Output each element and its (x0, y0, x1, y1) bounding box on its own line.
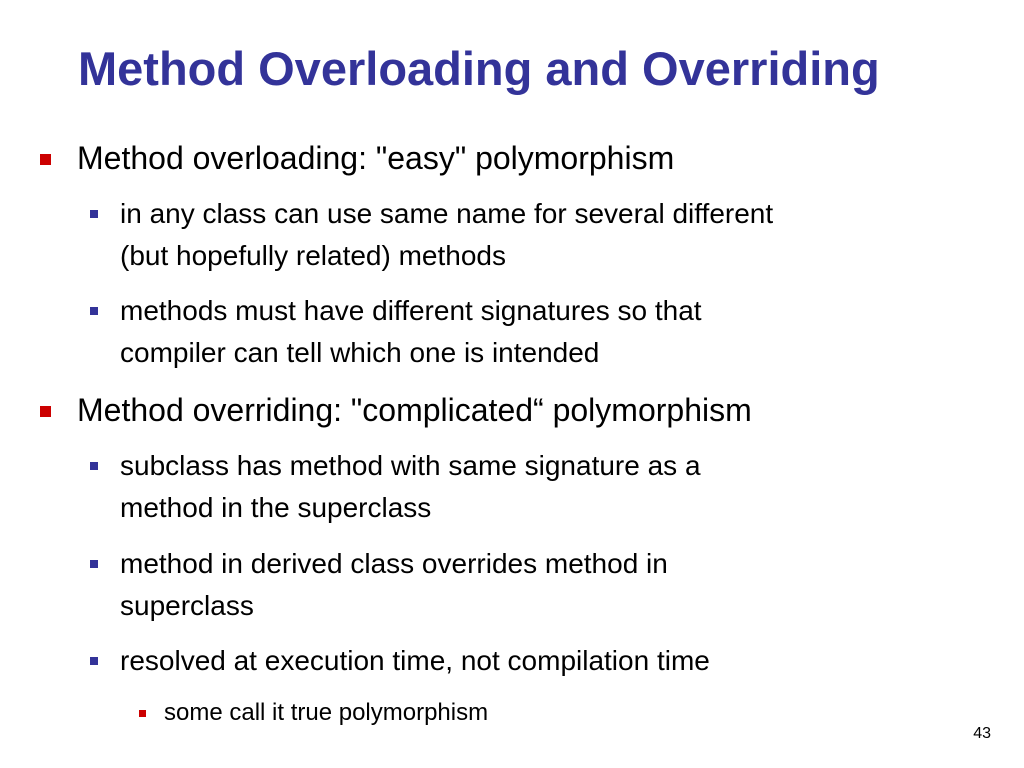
sub-bullet-line: (but hopefully related) methods (120, 240, 506, 271)
bullet-text: Method overriding: "complicated“ polymorphism (77, 392, 752, 428)
sub-bullet-line: subclass has method with same signature as a (120, 450, 701, 481)
sub-sub-bullet-text: some call it true polymorphism (164, 699, 489, 726)
slide-title: Method Overloading and Overriding (78, 42, 880, 95)
sub-bullet-line: method in derived class overrides method in (120, 548, 668, 579)
square-bullet-icon (90, 462, 98, 470)
page-number: 43 (973, 725, 991, 742)
square-bullet-icon (139, 710, 146, 717)
square-bullet-icon (90, 560, 98, 568)
sub-bullet-line: superclass (120, 590, 254, 621)
square-bullet-icon (90, 210, 98, 218)
sub-bullet-line: compiler can tell which one is intended (120, 337, 600, 368)
sub-bullet-line: in any class can use same name for several different (120, 198, 774, 229)
bullet-text: Method overloading: "easy" polymorphism (77, 140, 675, 176)
sub-bullet-line: methods must have different signatures so that (120, 295, 702, 326)
square-bullet-icon (90, 307, 98, 315)
square-bullet-icon (40, 406, 51, 417)
sub-bullet-text: resolved at execution time, not compilation time (120, 645, 710, 676)
square-bullet-icon (40, 154, 51, 165)
sub-bullet-line: method in the superclass (120, 492, 432, 523)
square-bullet-icon (90, 657, 98, 665)
